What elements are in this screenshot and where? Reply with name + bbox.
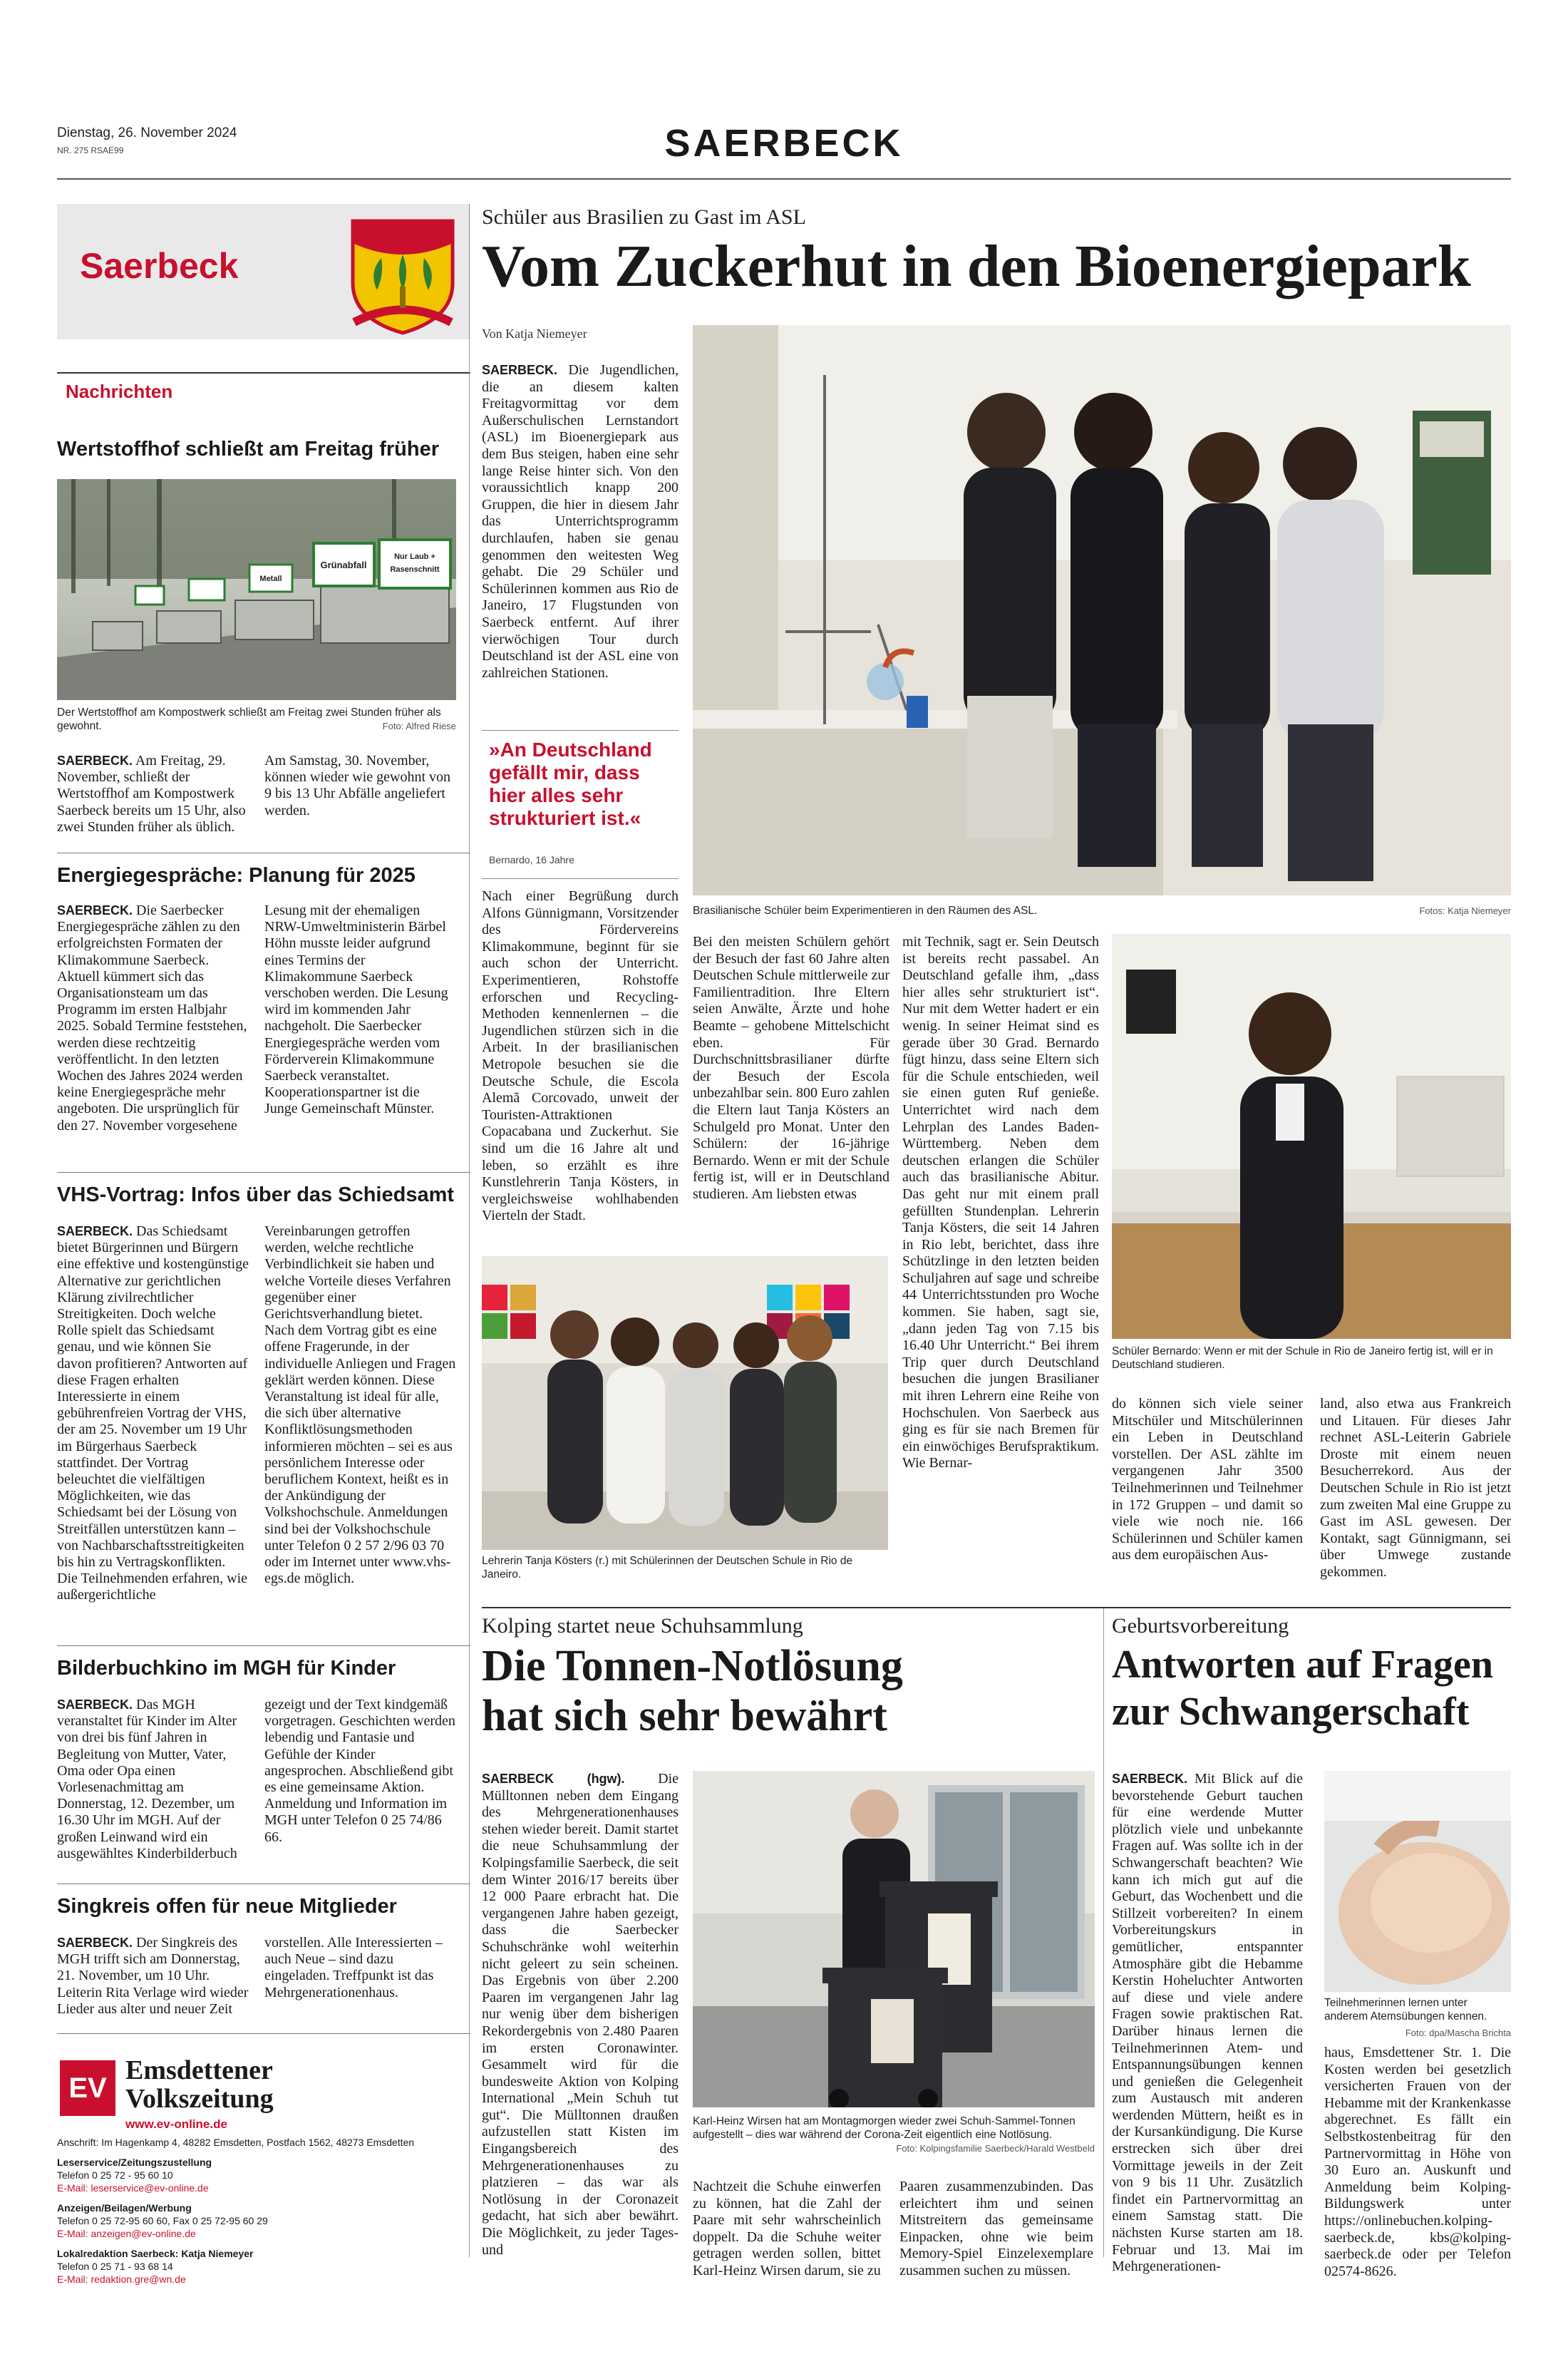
photo-caption: Lehrerin Tanja Kösters (r.) mit Schülerinnen der Deutschen Schule in Rio de Janeiro. — [482, 1555, 853, 1581]
publisher-contacts: Anschrift: Im Hagenkamp 4, 48282 Emsdetten, Postfach 1562, 48273 Emsdetten Leserservice/Zeitungszustellung Telefon 0 25 72 - 95 60 10 E-Mail: leserservice@ev-online.de Anzeigen/Beilagen/Werbung Telefon 0 25 72-95 60 60, Fax 0 25 72-95 60 29 E-Mail: anzeigen@ev-online.de Lokalredaktion Saerbeck: Katja Niemeyer Telefon 0 25 71 - 93 68 14 E-Mail: redaktion.gre@wn.de — [57, 2136, 485, 2286]
brief-body: SAERBECK. Der Singkreis des MGH trifft sich am Donnerstag, 21. November, um 10 Uhr. Leiterin Rita Verlage wird wieder Lieder aus alter und neuer Zeit vorstellen. Alle Interessierten – auch Neue – sind dazu eingeladen. Treffpunkt ist das Mehrgenerationenhaus. — [57, 1935, 443, 2017]
photo-caption: Der Wertstoffhof am Kompostwerk schließt am Freitag zwei Stunden früher als gewohnt. Foto: Alfred Riese — [57, 706, 456, 732]
birth-col1: SAERBECK. Mit Blick auf die bevorstehende Geburt tauchen für eine werdende Mutter plötzlich viele und unbekannte Fragen auf. Was sollte ich in der Schwangerschaft beachten? Wie kann ich mich gut auf die Geburt, das Wochenbett und die Stillzeit vorbereiten? In einem Vorbereitungskurs in gemütlicher, entspannter Atmosphäre gibt die Hebamme Kerstin Hoheluchter Antworten auf diese und viele andere Fragen sowie praktischen Rat. Darüber hinaus lernen die Teilnehmerinnen Atem- und Entspannungsübungen kennen und genießen die Gelegenheit zum Austausch mit anderen werdenden Müttern, heißt es in der Kursankündigung. Die Kurse erstrecken sich über drei Vormittage jeweils in der Zeit von 9 bis 11 Uhr. Zusätzlich findet ein Partnervormittag an einem Samstag statt. Die nächsten Kurse starten am 18. Februar und 13. Mai im Mehrgenerationen- — [1112, 1771, 1304, 2275]
teacher-students-photo — [482, 1256, 888, 1550]
masthead-issue: NR. 275 RSAE99 — [57, 145, 124, 155]
kolping-col2: Nachtzeit die Schuhe einwerfen zu können, hat die Zahl der Paare mit sehr wahrscheinlich doppelt. Da die Schuhe weiter getragen werden sollen, bittet Karl-Heinz Wirsen darum, sie zu — [693, 2179, 881, 2278]
publisher-name: Emsdettener Volkszeitung — [125, 2055, 274, 2114]
news-rule — [57, 372, 470, 374]
brief-body: SAERBECK. Die Saerbecker Energiegespräche zählen zu den erfolgreichsten Formaten der Klimakommune Saerbeck. Aktuell kümmert sich das Organisationsteam um das Programm im ersten Halbjahr 2025. Sobald Termine feststehen, werden diese rechtzeitig veröffentlicht. In den letzten Wochen des Jahres 2024 werden keine Energiegespräche mehr angeboten. Die ursprünglich für den 27. November vorgesehene Lesung mit der ehemaligen NRW-Umweltministerin Bärbel Höhn musste leider aufgrund eines Termins der Klimakommune Saerbeck verschoben werden. Die Lesung wird im kommenden Jahr nachgeholt. Die Saerbecker Energiegespräche werden vom Förderverein Klimakommune Saerbeck veranstaltet. Kooperationspartner ist die Junge Gemeinschaft Münster. — [57, 903, 448, 1134]
brief-title: Energiegespräche: Planung für 2025 — [57, 864, 416, 887]
photo-credit: Foto: dpa/Mascha Brichta — [1405, 2028, 1511, 2038]
photo-caption: Schüler Bernardo: Wenn er mit der Schule in Rio de Janeiro fertig ist, will er in Deutschland studieren. — [1112, 1345, 1493, 1371]
quote-rule — [482, 878, 679, 879]
brief-body: SAERBECK. Am Freitag, 29. November, schließt der Wertstoffhof am Kompostwerk Saerbeck bereits um 15 Uhr, also zwei Stunden früher als üblich. Am Samstag, 30. November, können wieder wie gewohnt von 9 bis 13 Uhr Abfälle angeliefert werden. — [57, 753, 451, 835]
article-col2: Bei den meisten Schülern gehört der Besuch der fast 60 Jahre alten Deutschen Schule mittlerweile zur Familientradition. Ihre Eltern seien Anwälte, Ärzte und hohe Beamte – gehobene Mittelschicht eben. Für Durchschnittsbrasilianer dürfte der Besuch der Escola unbezahlbar sein. 800 Euro zahlen die Eltern laut Tanja Kösters an Schulgeld pro Monat. Unter den Schülern: der 16-jährige Bernardo. Wenn er mit der Schule fertig ist, will er in Deutschland studieren. Am liebsten etwas — [693, 934, 890, 1202]
ads-mail-link[interactable]: E-Mail: anzeigen@ev-online.de — [57, 2228, 196, 2239]
section-title: SAERBECK — [664, 122, 904, 165]
article-lead-text: SAERBECK. Die Jugendlichen, die an diesem kalten Freitagvormittag vor dem Außerschulischen Lernstandort (ASL) im Bioenergiepark aus dem Bus steigen, haben eine sehr lange Reise hinter sich. Von den voraussichtlich knapp 200 Gruppen, die hier in diesem Jahr das Unterrichtsprogramm durchlaufen, haben sie genau genommen den weitesten Weg gehabt. Die 29 Schüler und Schülerinnen kommen aus Rio de Janeiro, 17 Flugstunden von Saerbeck entfernt. Auf ihrer vierwöchigen Tour durch Deutschland ist der ASL eine von zahlreichen Stationen. — [482, 362, 679, 681]
sign-greenwaste: Grünabfall — [320, 560, 367, 570]
article-byline: Von Katja Niemeyer — [482, 327, 587, 341]
birth-col2: haus, Emsdettener Str. 1. Die Kosten werden bei gesetzlich versicherten Frauen von der Hebamme mit der Krankenkasse abgerechnet. Es fällt ein Selbstkostenbeitrag für den Partnervormittag in Höhe von 30 Euro an. Auskunft und Anmeldung beim Kolping-Bildungswerk unter https://onlinebuchen.kolping-saerbeck.de, kbs@kolping-saerbeck.de oder per Telefon 02574-8626. — [1324, 2045, 1511, 2279]
photo-credit: Fotos: Katja Niemeyer — [1419, 905, 1511, 916]
photo-caption: Karl-Heinz Wirsen hat am Montagmorgen wieder zwei Schuh-Sammel-Tonnen aufgestellt – dies war während der Corona-Zeit eigentlich eine Notlösung. Foto: Kolpingsfamilie Saerbeck/Harald Westbeld — [693, 2115, 1095, 2154]
article-col4: do können sich viele seiner Mitschüler und Mitschülerinnen ein Leben in Deutschland vorstellen. Der ASL zählte im vergangenen Jahr 3500 Teilnehmerinnen und Teilnehmer in 172 Gruppen – und damit so viele wie noch nie. 166 Schülerinnen und Schüler kamen aus dem europäischen Aus- — [1112, 1396, 1303, 1563]
pull-quote: »An Deutschland gefällt mir, dass hier alles sehr strukturiert ist.« — [489, 739, 652, 829]
article-col5: land, also etwa aus Frankreich und Litauen. Für dieses Jahr rechnet ASL-Leiterin Gabriele Droste mit einem neuen Besucherrekord. Aus der Deutschen Schule in Rio ist jetzt zum zweiten Mal eine Gruppe zu Gast im ASL gewesen. Der Kontakt, sagt Günnigmann, sei über Umwege zustande gekommen. — [1320, 1396, 1511, 1580]
students-lab-photo — [693, 325, 1511, 895]
column-divider — [1103, 1608, 1104, 2257]
birth-kicker: Geburtsvorbereitung — [1112, 1614, 1289, 1638]
article-headline: Vom Zuckerhut in den Bioenergiepark — [482, 233, 1471, 299]
brief-rule — [57, 1172, 470, 1173]
town-name: Saerbeck — [80, 246, 239, 286]
sidebar-divider — [469, 204, 470, 2257]
brief-body: SAERBECK. Das Schiedsamt bietet Bürgerinnen und Bürgern eine effektive und kostengünstige Alternative zur gerichtlichen Klärung zivilrechtlicher Streitigkeiten. Doch welche Rolle spielt das Schiedsamt genau, und wie können Sie davon profitieren? Antworten auf diese Fragen erhalten Interessierte in einem gebührenfreien Vortrag der VHS, der am 25. November um 19 Uhr im Bürgerhaus Saerbeck stattfindet. Der Vortrag beleuchtet die vielfältigen Möglichkeiten, wie das Schiedsamt bei der Lösung von Streitfällen unterstützen kann – von Nachbarschaftsstreitigkeiten bis hin zu Vertragskonflikten. Die Teilnehmenden erfahren, wie außergerichtliche Vereinbarungen getroffen werden, welche rechtliche Verbindlichkeit sie haben und welche Vorteile dieses Verfahren gegenüber einer Gerichtsverhandlung bietet. Nach dem Vortrag gibt es eine offene Fragerunde, in der individuelle Anliegen und Fragen geklärt werden können. Diese Veranstaltung ist ideal für alle, die sich über alternative Konfliktlösungsmethoden informieren möchten – sei es aus persönlichem Interesse oder beruflichem Kontext, heißt es in der Ankündigung der Volkshochschule. Anmeldungen sind bei der Volkshochschule unter Telefon 0 2 57 2/96 03 70 oder im Internet unter www.vhs-egs.de möglich. — [57, 1223, 456, 1603]
brief-rule — [57, 2033, 470, 2034]
kolping-headline: Die Tonnen-Notlösung hat sich sehr bewährt — [482, 1642, 903, 1740]
article-kicker: Schüler aus Brasilien zu Gast im ASL — [482, 205, 806, 229]
publisher-url[interactable]: www.ev-online.de — [125, 2117, 227, 2131]
brief-title: Bilderbuchkino im MGH für Kinder — [57, 1657, 396, 1680]
quote-author: Bernardo, 16 Jahre — [489, 854, 574, 865]
quote-rule — [482, 730, 679, 731]
bernardo-portrait-photo — [1112, 934, 1511, 1339]
brief-title: VHS-Vortrag: Infos über das Schiedsamt — [57, 1183, 455, 1206]
town-crest — [346, 215, 460, 336]
town-box — [57, 204, 470, 339]
kolping-kicker: Kolping startet neue Schuhsammlung — [482, 1614, 803, 1638]
photo-credit: Foto: Kolpingsfamilie Saerbeck/Harald Westbeld — [896, 2143, 1095, 2154]
local-mail-link[interactable]: E-Mail: redaktion.gre@wn.de — [57, 2273, 186, 2285]
kolping-col1: SAERBECK (hgw). Die Mülltonnen neben dem Eingang des Mehrgenerationenhauses stehen wieder bereit. Damit startet die neue Schuhsammlung der Kolpingsfamilie Saerbeck, die seit dem Winter 2016/17 bereits über 12 000 Paare erbracht hat. Die vergangenen Jahre haben gezeigt, dass die Saerbecker Schuhschränke wohl weiterhin nicht geleert zu sein scheinen. Das Ergebnis von über 2.200 Paaren im vergangenen Jahr lag nur wenig über dem bisherigen Rekordergebnis von 2.480 Paaren im ersten Coronawinter. Gesammelt wird für die bundesweite Aktion von Kolping International „Mein Schuh tut gut“. Die Mülltonnen draußen aufzustellen statt Kisten im Eingangsbereich des Mehrgenerationenhauses zu platzieren – das war als Notlösung in der Coronazeit gedacht, hat sich aber bewährt. Die Möglichkeit, zu jeder Tages- und — [482, 1771, 679, 2258]
photo-credit: Foto: Alfred Riese — [382, 721, 456, 731]
svg-text:Rasenschnitt: Rasenschnitt — [390, 565, 440, 574]
photo-caption: Teilnehmerinnen lernen unter anderem Atemsübungen kennen. — [1324, 1997, 1487, 2023]
svg-text:Nur Laub +: Nur Laub + — [394, 553, 435, 561]
kolping-col3: Paaren zusammenzubinden. Das erleichtert ihm und seinen Mitstreitern das gemeinsame Einpacken, ohne wie beim Memory-Spiel Einzelexemplare zusammen suchen zu müssen. — [899, 2179, 1093, 2278]
photo-caption: Brasilianische Schüler beim Experimentieren in den Räumen des ASL. Fotos: Katja Niemeyer — [693, 905, 1511, 917]
brief-title: Wertstoffhof schließt am Freitag früher — [57, 438, 440, 461]
publisher-logo: EV — [60, 2060, 115, 2116]
service-mail-link[interactable]: E-Mail: leserservice@ev-online.de — [57, 2182, 209, 2194]
recycling-yard-photo — [57, 479, 456, 700]
masthead-date: Dienstag, 26. November 2024 — [57, 125, 237, 140]
birth-headline: Antworten auf Fragen zur Schwangerschaft — [1112, 1643, 1494, 1734]
section-rule — [482, 1607, 1511, 1608]
sign-metal: Metall — [259, 575, 282, 583]
pregnancy-photo — [1324, 1771, 1511, 1992]
brief-rule — [57, 1645, 470, 1646]
brief-title: Singkreis offen für neue Mitglieder — [57, 1895, 397, 1918]
article-col1: Nach einer Begrüßung durch Alfons Günnigmann, Vorsitzender des Fördervereins Klimakommune, beginnt für sie auch schon der Unterricht. Experimentieren, Rohstoffe erforschen und Recycling-Methoden kennenlernen – die Jugendlichen stürzen sich in die Arbeit. In der brasilianischen Metropole besuchen sie die Deutsche Schule, die Escola Alemã Corcovado, unweit der Touristen-Attraktionen Copacabana und Zuckerhut. Sie sind um die 16 Jahre alt und leben, so erzählt es ihre Kunstlehrerin Tanja Kösters, in vergleichsweise wohlhabenden Vierteln der Stadt. — [482, 888, 679, 1224]
article-col3: mit Technik, sagt er. Sein Deutsch ist bereits recht passabel. An Deutschland gefalle ihm, „dass hier alles sehr strukturiert ist“. Nur mit dem Wetter hadert er ein wenig. In seiner Heimat sind es gerade über 30 Grad. Bernardo fügt hinzu, dass seine Eltern sich für die Schule entschieden, weil sie einen guten Ruf genieße. Unterrichtet wird nach dem Lehrplan des Landes Baden-Württemberg. Neben dem deutschen erlangen die Schüler auch das brasilianische Abitur. Das geht nur mit einem prall gefüllten Stundenplan. Lehrerin Tanja Kösters, die seit 14 Jahren in Rio lebt, berichtet, dass ihre Schützlinge in den letzten beiden Schuljahren auf sage und schreibe 44 Unterrichtsstunden pro Woche kommen. Sie haben, sagt sie, „dann jeden Tag von 7.15 bis 16.40 Uhr Unterricht.“ Bei ihrem Trip quer durch Deutschland besuchen die jungen Brasilianer mit ihren Lehrern eine Reihe von Hochschulen. Von Saerbeck aus ging es für sie nach Bremen für ein einwöchiges Berufspraktikum. Wie Bernar- — [902, 934, 1099, 1471]
brief-body: SAERBECK. Das MGH veranstaltet für Kinder im Alter von drei bis fünf Jahren in Begleitung von Mutter, Vater, Oma oder Opa einen Vorlesenachmittag am Donnerstag, 12. Dezember, um 16.30 Uhr im MGH. Auf der großen Leinwand wird ein ausgewähltes Kinderbilderbuch gezeigt und der Text kindgemäß vorgetragen. Geschichten werden lebendig und Fantasie und Gefühle der Kinder angesprochen. Abschließend gibt es eine gemeinsame Aktion. Anmeldung und Information im MGH unter Telefon 0 25 74/86 66. — [57, 1697, 455, 1861]
masthead-rule — [57, 178, 1511, 180]
shoe-collection-photo — [693, 1771, 1095, 2107]
news-label: Nachrichten — [66, 381, 173, 402]
